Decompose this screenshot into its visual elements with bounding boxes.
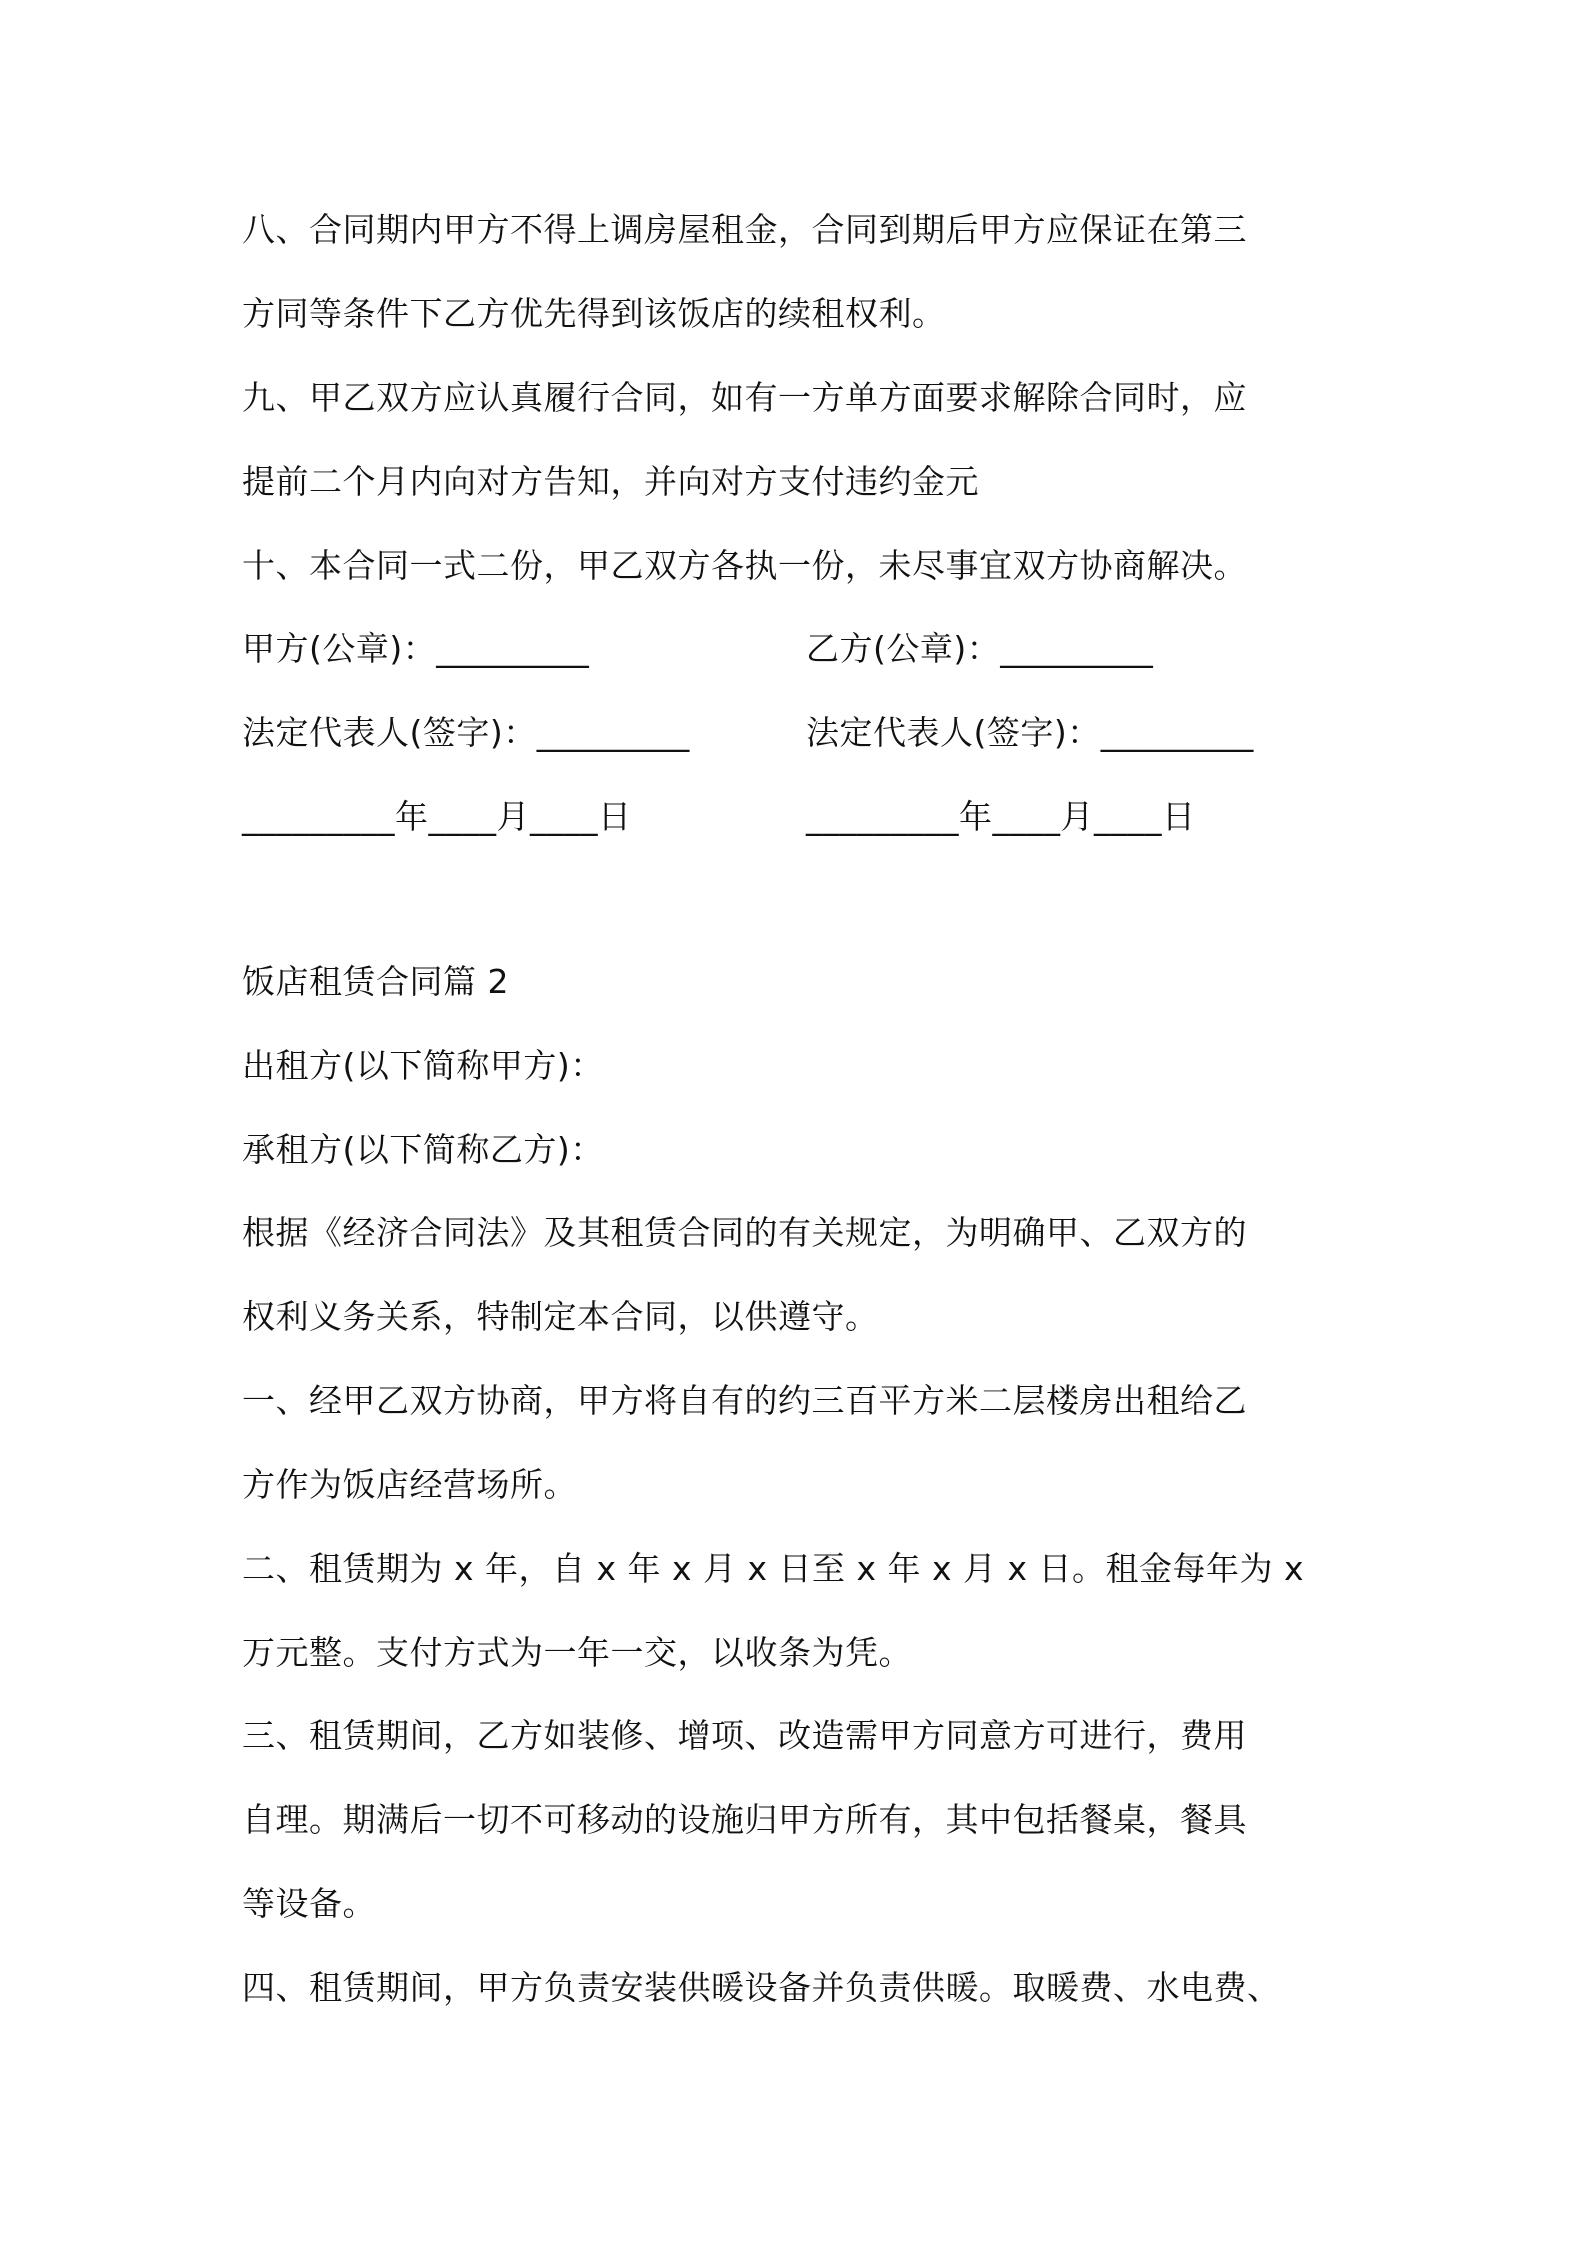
clause-2-line-2: 万元整。支付方式为一年一交，以收条为凭。 bbox=[242, 1633, 912, 1672]
lessee-line: 承租方(以下简称乙方)： bbox=[242, 1130, 604, 1169]
party-b-representative: 法定代表人(签字)：_________ bbox=[806, 713, 1254, 752]
clause-2-line-1: 二、租赁期为 x 年，自 x 年 x 月 x 日至 x 年 x 月 x 日。租金每年为 x bbox=[242, 1549, 1305, 1588]
intro-line-1: 根据《经济合同法》及其租赁合同的有关规定，为明确甲、乙双方的 bbox=[242, 1213, 1247, 1252]
clause-3-line-3: 等设备。 bbox=[242, 1884, 376, 1923]
clause-8-line-2: 方同等条件下乙方优先得到该饭店的续租权利。 bbox=[242, 294, 946, 333]
intro-line-2: 权利义务关系，特制定本合同，以供遵守。 bbox=[242, 1297, 879, 1336]
clause-1-line-1: 一、经甲乙双方协商，甲方将自有的约三百平方米二层楼房出租给乙 bbox=[242, 1381, 1247, 1420]
clause-10: 十、本合同一式二份，甲乙双方各执一份，未尽事宜双方协商解决。 bbox=[242, 546, 1247, 585]
party-a-representative: 法定代表人(签字)：_________ bbox=[242, 713, 690, 752]
clause-8-line-1: 八、合同期内甲方不得上调房屋租金，合同到期后甲方应保证在第三 bbox=[242, 210, 1247, 249]
party-a-date: _________年____月____日 bbox=[242, 797, 632, 836]
clause-3-line-2: 自理。期满后一切不可移动的设施归甲方所有，其中包括餐桌，餐具 bbox=[242, 1800, 1247, 1839]
clause-9-line-2: 提前二个月内向对方告知，并向对方支付违约金元 bbox=[242, 462, 979, 501]
clause-9-line-1: 九、甲乙双方应认真履行合同，如有一方单方面要求解除合同时，应 bbox=[242, 378, 1247, 417]
clause-1-line-2: 方作为饭店经营场所。 bbox=[242, 1465, 577, 1504]
party-b-seal: 乙方(公章)：_________ bbox=[806, 629, 1154, 668]
lessor-line: 出租方(以下简称甲方)： bbox=[242, 1046, 604, 1085]
party-a-seal: 甲方(公章)：_________ bbox=[242, 629, 590, 668]
party-b-date: _________年____月____日 bbox=[806, 797, 1196, 836]
section-2-title: 饭店租赁合同篇 2 bbox=[242, 962, 509, 1001]
clause-3-line-1: 三、租赁期间，乙方如装修、增项、改造需甲方同意方可进行，费用 bbox=[242, 1716, 1247, 1755]
clause-4-line-1: 四、租赁期间，甲方负责安装供暖设备并负责供暖。取暖费、水电费、 bbox=[242, 1968, 1281, 2007]
